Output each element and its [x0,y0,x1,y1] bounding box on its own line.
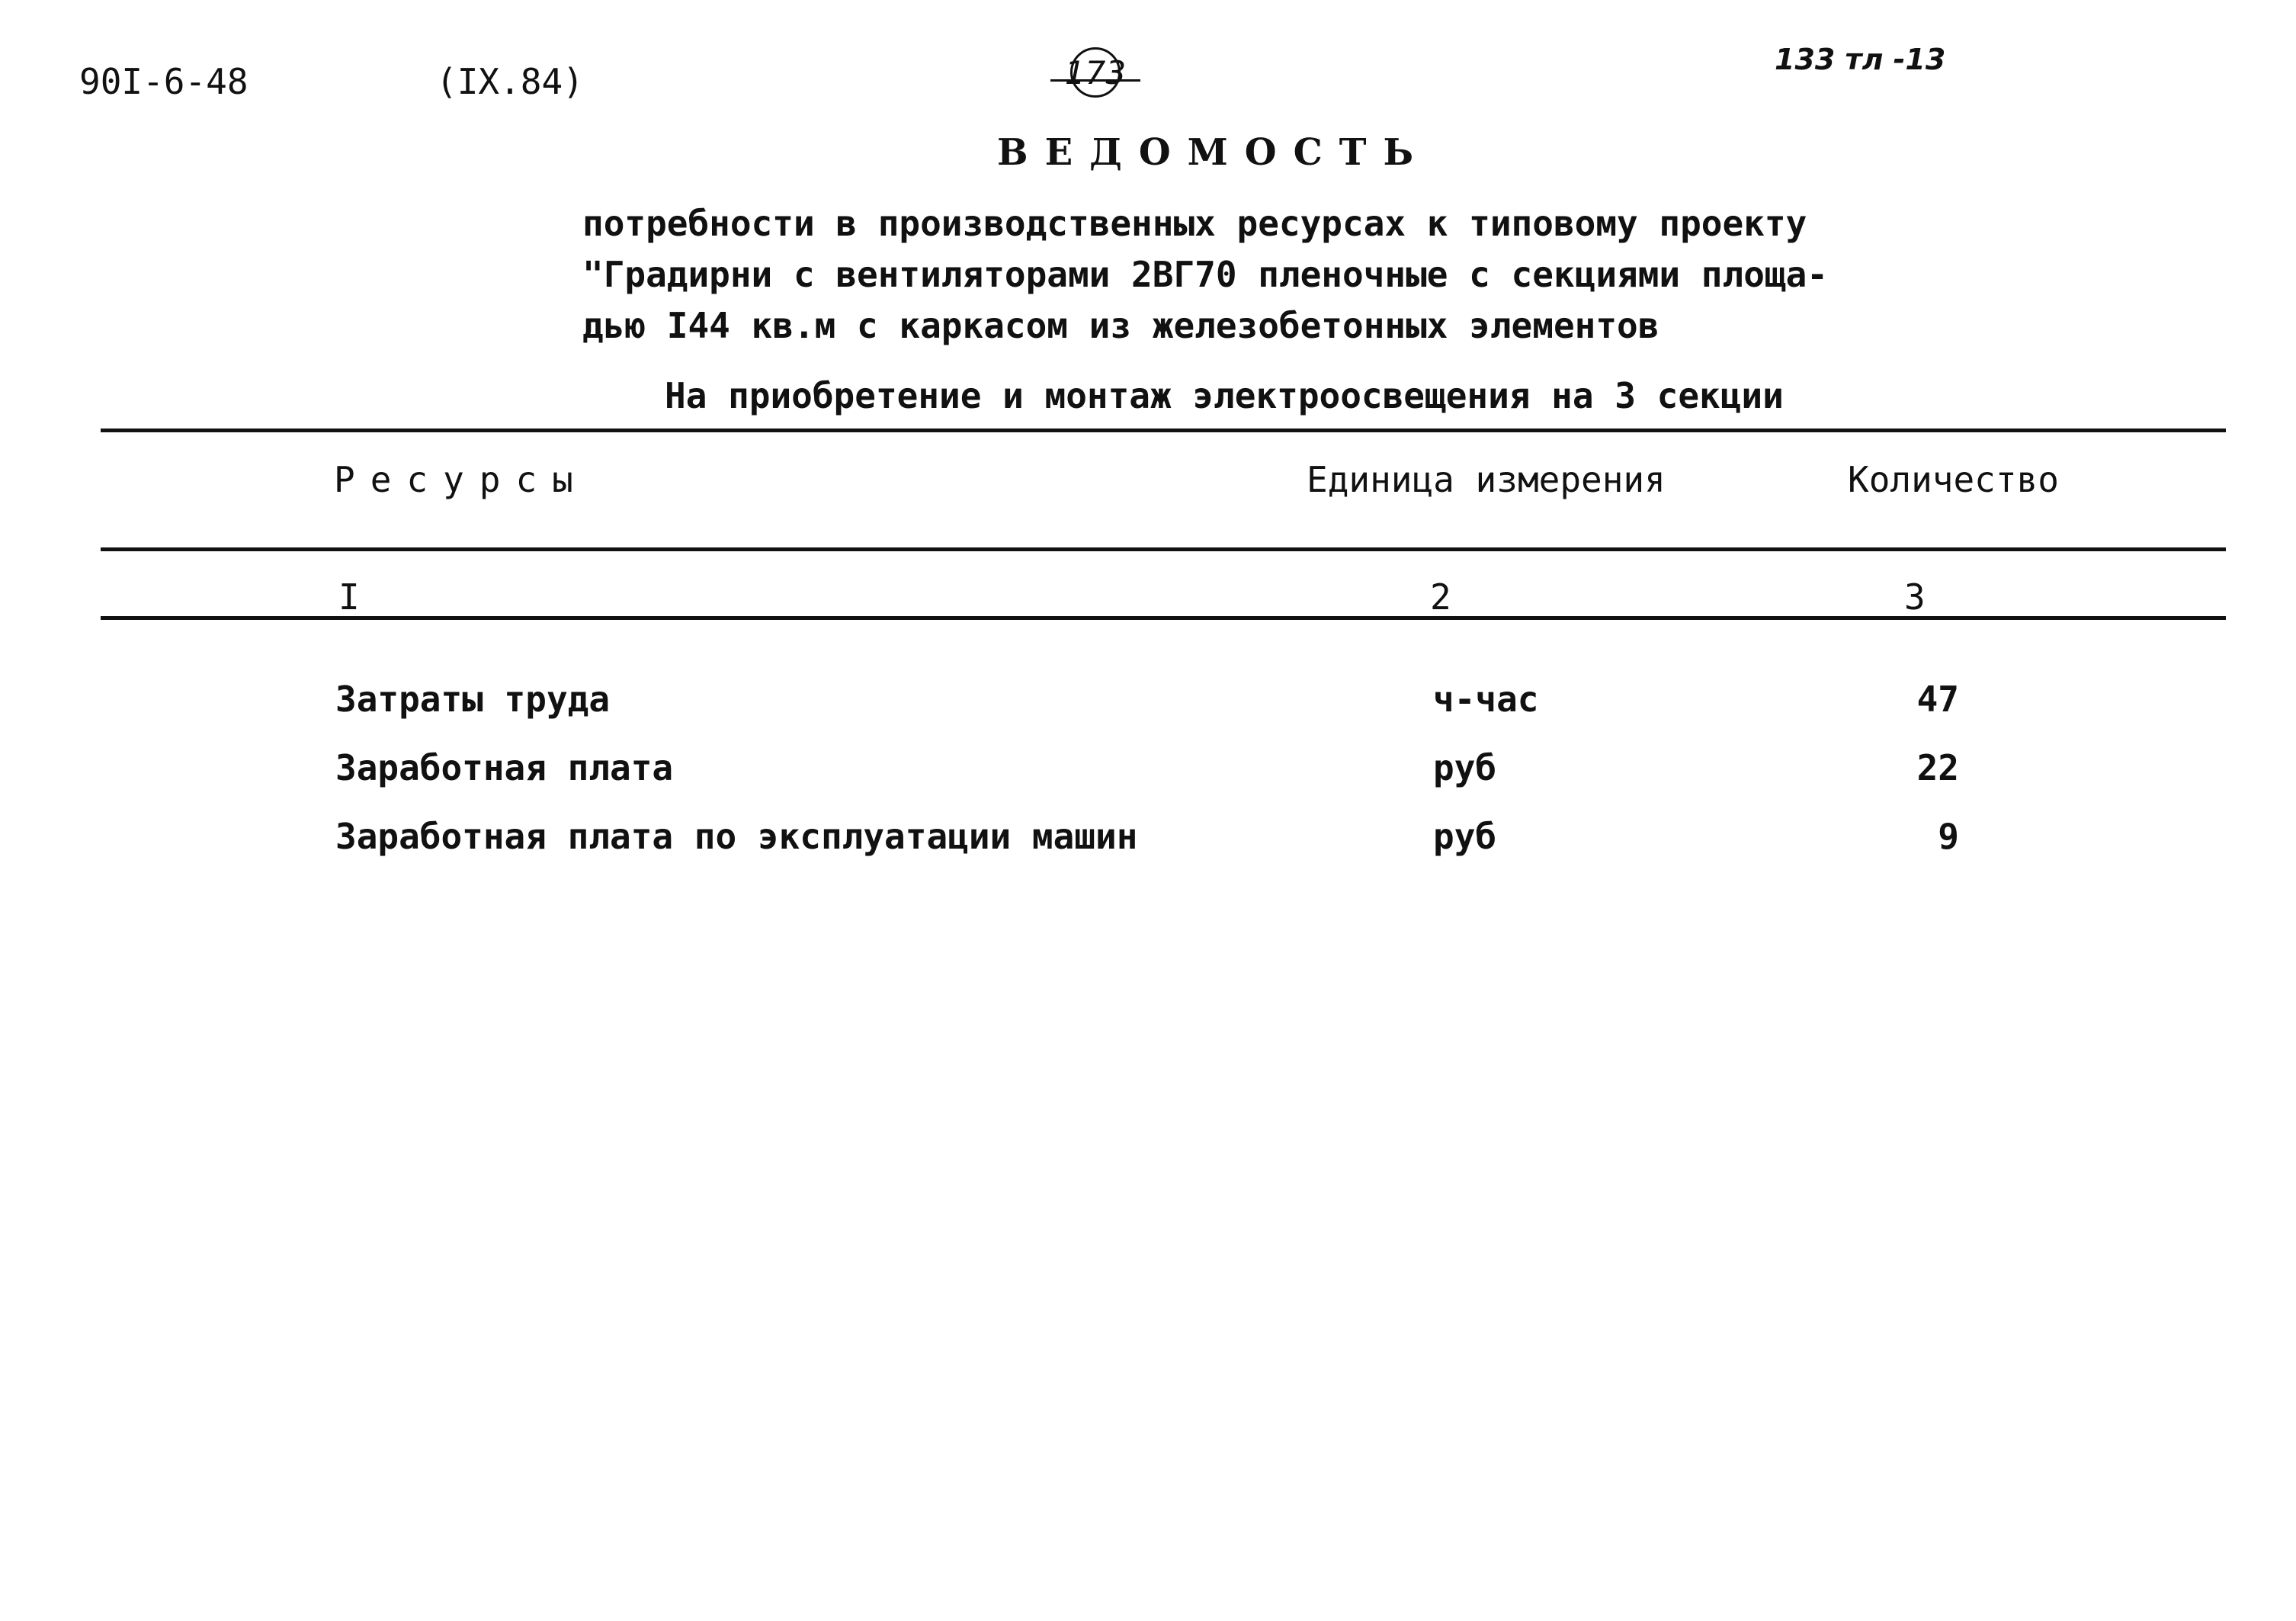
table-row-unit: руб [1433,747,1497,788]
column-number-1: I [338,576,360,618]
table-row-quantity: 47 [1916,679,1959,720]
table-row-unit: руб [1433,816,1497,857]
handwritten-note: 133 тл -13 [1775,43,1946,76]
column-number-3: 3 [1904,576,1926,618]
document-code: 90I-6-48 [79,61,249,102]
page-number-stamp: 173 [1070,47,1121,98]
table-row-quantity: 9 [1938,816,1959,857]
document-date-code: (IX.84) [436,61,584,102]
document-title: ВЕДОМОСТЬ [997,131,1431,174]
column-number-2: 2 [1430,576,1451,618]
table-row-resource: Затраты труда [335,679,611,720]
page-number-strike-line [1050,79,1140,82]
table-row-resource: Заработная плата [335,747,674,788]
table-row-resource: Заработная плата по эксплуатации машин [335,816,1138,857]
subtitle-line-2: "Градирни с вентиляторами 2ВГ70 пленочные с секциями площа- [582,254,1828,295]
table-top-rule [101,429,2226,432]
subtitle-line-3: дью I44 кв.м с каркасом из железобетонных элементов [582,305,1659,346]
header-bottom-rule [101,547,2226,551]
table-row-unit: ч-час [1433,679,1539,720]
table-row-quantity: 22 [1916,747,1959,788]
subtitle-line-1: потребности в производственных ресурсах к типовому проекту [582,203,1807,244]
header-quantity: Количество [1848,459,2059,500]
column-numbers-bottom-rule [101,616,2226,620]
header-resources: Ресурсы [334,459,588,500]
header-unit: Единица измерения [1307,459,1666,500]
section-caption: На приобретение и монтаж электроосвещения на 3 секции [665,375,1784,416]
